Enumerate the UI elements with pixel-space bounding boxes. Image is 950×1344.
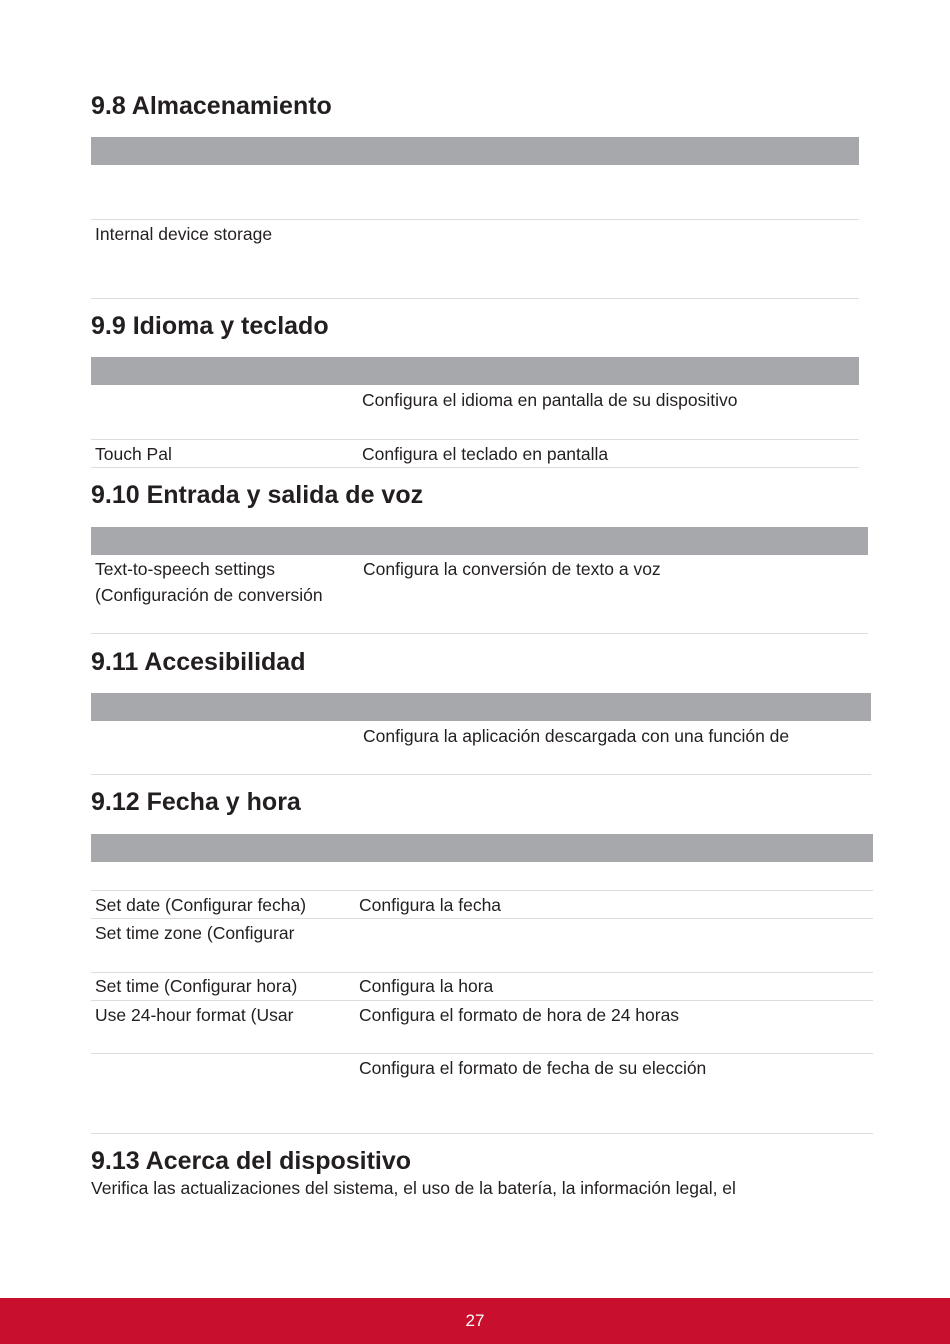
table-header-bar <box>91 834 873 862</box>
setting-desc-language: Configura el idioma en pantalla de su dispositivo <box>362 390 738 410</box>
setting-desc-tts: Configura la conversión de texto a voz <box>363 559 661 579</box>
table-row-divider <box>91 219 859 220</box>
table-row-divider <box>91 1133 873 1134</box>
section-heading-voice: 9.10 Entrada y salida de voz <box>91 481 424 509</box>
table-row-divider <box>91 1000 873 1001</box>
setting-label-tts-line1: Text-to-speech settings <box>95 559 275 579</box>
table-row-divider <box>91 1053 873 1054</box>
setting-desc-date-format: Configura el formato de fecha de su elección <box>359 1058 707 1078</box>
section-text-about: Verifica las actualizaciones del sistema, el uso de la batería, la información legal, el <box>91 1178 736 1198</box>
setting-desc-touchpal: Configura el teclado en pantalla <box>362 444 609 464</box>
table-row-divider <box>91 467 859 468</box>
setting-label-touchpal: Touch Pal <box>95 444 172 464</box>
setting-label-set-time: Set time (Configurar hora) <box>95 976 298 996</box>
table-header-bar <box>91 137 859 165</box>
table-header-bar <box>91 357 859 385</box>
table-header-bar <box>91 693 871 721</box>
section-heading-datetime: 9.12 Fecha y hora <box>91 788 301 816</box>
table-row-divider <box>91 918 873 919</box>
setting-desc-set-date: Configura la fecha <box>359 895 502 915</box>
table-row-divider <box>91 633 868 634</box>
table-row-divider <box>91 298 859 299</box>
table-row-divider <box>91 890 873 891</box>
setting-desc-accessibility: Configura la aplicación descargada con una función de <box>363 726 790 746</box>
setting-label-24-hour: Use 24-hour format (Usar <box>95 1005 294 1025</box>
table-header-bar <box>91 527 868 555</box>
setting-label-internal-storage: Internal device storage <box>95 224 273 244</box>
setting-label-set-date: Set date (Configurar fecha) <box>95 895 307 915</box>
section-heading-storage: 9.8 Almacenamiento <box>91 92 332 120</box>
setting-label-time-zone: Set time zone (Configurar <box>95 923 295 943</box>
section-heading-accessibility: 9.11 Accesibilidad <box>91 648 306 676</box>
table-row-divider <box>91 774 871 775</box>
setting-desc-set-time: Configura la hora <box>359 976 494 996</box>
table-row-divider <box>91 439 859 440</box>
setting-label-tts-line2: (Configuración de conversión <box>95 585 323 605</box>
section-heading-language: 9.9 Idioma y teclado <box>91 312 329 340</box>
section-heading-about: 9.13 Acerca del dispositivo <box>91 1147 412 1175</box>
page-number: 27 <box>465 1311 485 1330</box>
setting-desc-24-hour: Configura el formato de hora de 24 horas <box>359 1005 680 1025</box>
